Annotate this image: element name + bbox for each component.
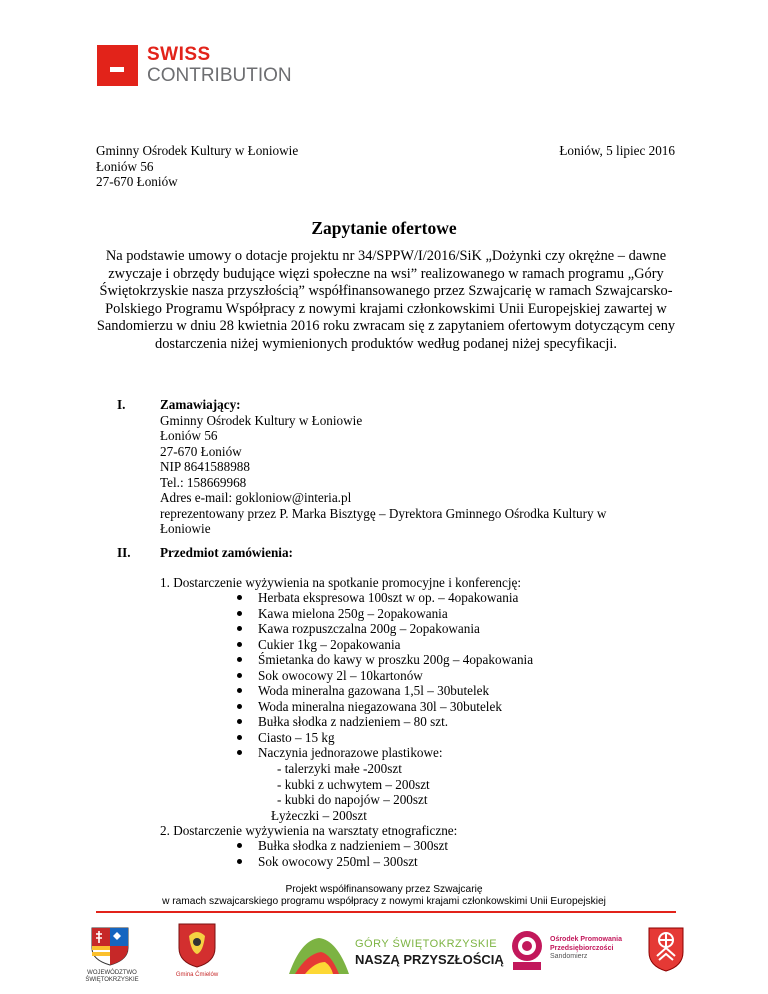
sender-line: 27-670 Łoniów (96, 174, 178, 189)
list-item: Sok owocowy 2l – 10kartonów (258, 668, 533, 684)
item1-label: 1. Dostarczenie wyżywienia na spotkanie promocyjne i konferencję: (160, 575, 522, 590)
red-crest-icon (647, 926, 685, 972)
sub-item: Łyżeczki – 200szt (271, 807, 367, 823)
list-item: Naczynia jednorazowe plastikowe: (258, 745, 533, 761)
list-item: Śmietanka do kawy w proszku 200g – 4opakowania (258, 652, 533, 668)
sub-item: - kubki z uchwytem – 200szt (277, 776, 430, 792)
item2-label: 2. Dostarczenie wyżywienia na warsztaty etnograficzne: (160, 823, 458, 838)
list-item: Kawa rozpuszczalna 200g – 2opakowania (258, 621, 533, 637)
ospr-line3: Sandomierz (550, 953, 588, 960)
gory-line2: NASZĄ PRZYSZŁOŚCIĄ (355, 952, 504, 967)
item2-bullet-list (258, 838, 448, 869)
ospr-line1: Ośrodek Promowania (550, 936, 622, 943)
section1-block (160, 397, 606, 537)
section1-line: Łoniów 56 (160, 428, 218, 443)
document-date: Łoniów, 5 lipiec 2016 (559, 143, 675, 158)
intro-paragraph: Na podstawie umowy o dotacje projektu nr 34/SPPW/I/2016/SiK „Dożynki czy okrężne – dawne zwyczaje i obrzędy budujące więzi społeczne na wsi” realizowanego w ramach programu „Góry Świętokrzyskie nasza przyszłością” współfinansowanego przez Szwajcarię w ramach Szwajcarsko-Polskiego Programu Współpracy z nowymi krajami członkowskimi Unii Europejskiej zawartej w Sandomierzu w dniu 28 kwietnia 2016 roku zwracam się z zapytaniem ofertowym dotyczącym ceny dostarczenia niżej wymienionych produktów według podanej niżej specyfikacji. (96, 248, 676, 352)
section1-line: Łoniowie (160, 521, 211, 536)
sub-item: - talerzyki małe -200szt (277, 761, 402, 776)
logo-line1: SWISS (147, 44, 211, 65)
ospr-logo (510, 928, 630, 978)
item1-bullet-list (258, 590, 533, 761)
footer-line2: w ramach szwajcarskiego programu współpracy z nowymi krajami członkowskimi Unii Europejskiej (162, 896, 606, 907)
voivodeship-caption1: WOJEWÓDZTWO (87, 970, 137, 976)
list-item: Cukier 1kg – 2opakowania (258, 637, 533, 653)
section1-line: Gminny Ośrodek Kultury w Łoniowie (160, 412, 363, 428)
coat-of-arms-icon (90, 926, 130, 966)
footer-divider (96, 911, 676, 913)
voivodeship-logo (82, 926, 142, 988)
sender-line: Łoniów 56 (96, 158, 154, 174)
section1-heading: Zamawiający: (160, 397, 241, 412)
section1-line: 27-670 Łoniów (160, 443, 242, 459)
swiss-contribution-logo (97, 45, 297, 90)
list-item: Ciasto – 15 kg (258, 730, 533, 746)
document-title: Zapytanie ofertowe (311, 218, 457, 238)
footer-text (0, 884, 768, 908)
list-item: Herbata ekspresowa 100szt w op. – 4opakowania (258, 590, 533, 606)
gory-line1: GÓRY ŚWIĘTOKRZYSKIE (355, 938, 498, 950)
section1-numeral: I. (117, 397, 126, 412)
logo-line2: CONTRIBUTION (147, 65, 292, 86)
gmina-crest-icon (177, 922, 217, 968)
sender-line: Gminny Ośrodek Kultury w Łoniowie (96, 143, 299, 158)
section1-line: reprezentowany przez P. Marka Bisztygę – Dyrektora Gminnego Ośrodka Kultury w (160, 505, 607, 521)
swiss-square-icon (97, 45, 138, 86)
sender-address (96, 143, 298, 190)
mountains-icon (287, 932, 351, 976)
list-item: Bułka słodka z nadzieniem – 80 szt. (258, 714, 533, 730)
section1-line: Tel.: 158669968 (160, 474, 247, 490)
list-item: Sok owocowy 250ml – 300szt (258, 854, 448, 870)
list-item: Bułka słodka z nadzieniem – 300szt (258, 838, 448, 854)
municipal-crest-logo (647, 926, 687, 972)
footer-line1: Projekt współfinansowany przez Szwajcarię (285, 884, 483, 895)
list-item: Kawa mielona 250g – 2opakowania (258, 606, 533, 622)
list-item: Woda mineralna gazowana 1,5l – 30butelek (258, 683, 533, 699)
gmina-caption: Gmina Ćmielów (175, 972, 219, 978)
section2-numeral: II. (117, 545, 131, 560)
list-item: Woda mineralna niegazowana 30l – 30butelek (258, 699, 533, 715)
sub-item: - kubki do napojów – 200szt (277, 792, 428, 807)
gory-swietokrzyskie-logo (287, 930, 504, 980)
gmina-logo (170, 922, 224, 988)
ospr-emblem-icon (510, 928, 544, 972)
item1-sublist (271, 761, 430, 823)
section1-line: NIP 8641588988 (160, 459, 250, 474)
voivodeship-caption2: ŚWIĘTOKRZYSKIE (85, 977, 139, 983)
ospr-line2: Przedsiębiorczości (550, 944, 614, 952)
section2-heading: Przedmiot zamówienia: (160, 545, 293, 560)
section1-line: Adres e-mail: gokloniow@interia.pl (160, 490, 352, 505)
